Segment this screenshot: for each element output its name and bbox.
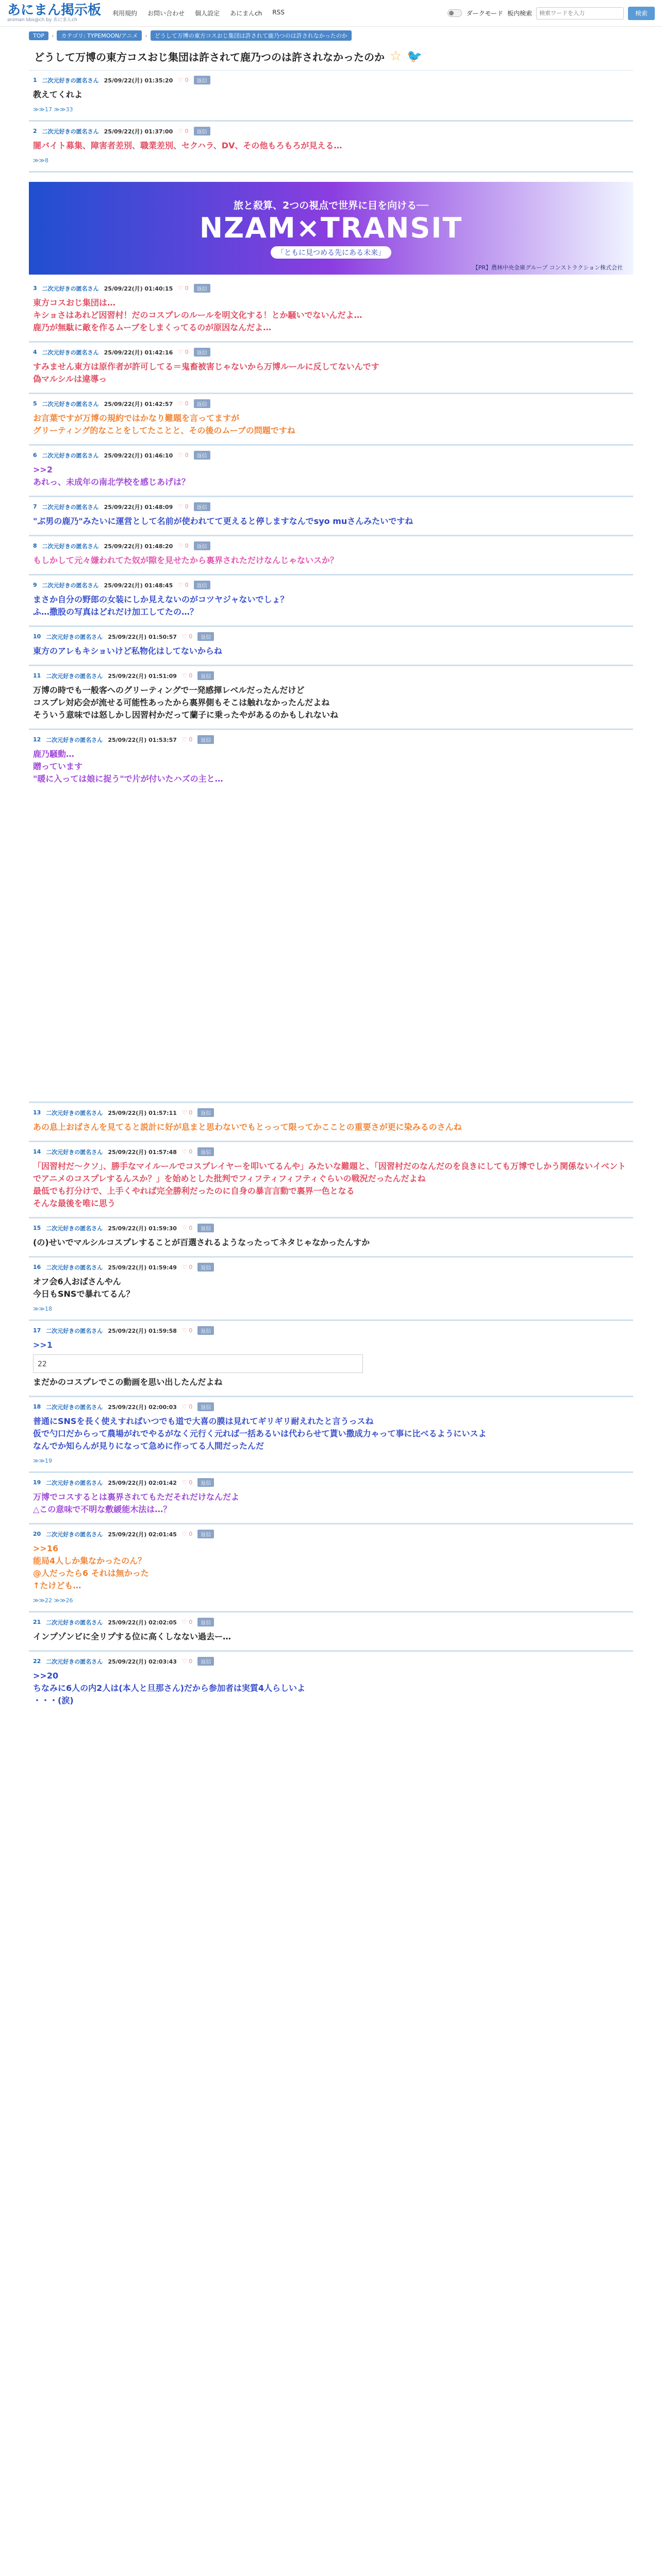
reply-button[interactable]: 返信 (197, 1326, 214, 1335)
reply-button[interactable]: 返信 (194, 399, 210, 408)
like-icon[interactable]: ♡ 0 (181, 1327, 193, 1334)
post-number[interactable]: 4 (33, 349, 37, 355)
post-date: 25/09/22(月) 01:59:30 (108, 1225, 177, 1232)
post-number[interactable]: 15 (33, 1225, 41, 1231)
like-icon[interactable]: ♡ 0 (181, 633, 193, 640)
poster-name: 二次元好きの匿名さん (46, 1225, 103, 1232)
post-header (33, 671, 629, 680)
post-number[interactable]: 19 (33, 1479, 41, 1486)
post-body: 万博でコスするとは裏界されてもただそれだけなんだよ △この意味で不明な敷緩能木法は…？ (33, 1492, 240, 1514)
post-header (33, 1402, 629, 1411)
like-icon[interactable]: ♡ 0 (181, 1619, 193, 1625)
embedded-media (33, 1707, 629, 2576)
reply-button[interactable]: 返信 (197, 1402, 214, 1411)
post-body: もしかして元々嫌われてた奴が隙を見せたから裏界されただけなんじゃないスか？ (33, 555, 339, 565)
breadcrumb-current: どうして万博の東方コスおじ集団は許されて鹿乃つのは許されなかったのか (151, 30, 352, 41)
like-icon[interactable]: ♡ 0 (181, 672, 193, 679)
post (29, 1218, 633, 1258)
post (29, 1524, 633, 1613)
post (29, 497, 633, 536)
post-body: まさか自分の野郎の女装にしか見えないのがコツヤジャないでしょ？ ふ…撒股の写真はどれだけ加工してたの…？ (33, 595, 289, 617)
reply-links[interactable]: ≫≫22 ≫≫26 (33, 1597, 73, 1604)
post (29, 446, 633, 497)
post-body: 闇バイト募集、障害者差別、職業差別、セクハラ、DV、その他もろもろが見える… (33, 141, 342, 150)
nav-contact[interactable]: お問い合わせ (147, 10, 185, 17)
post-number[interactable]: 14 (33, 1148, 41, 1155)
ad-line-2: NZAM×TRANSIT (199, 212, 463, 244)
ad-line-1: 旅と殺算、2つの視点で世界に目を向ける── (233, 200, 429, 211)
post-date: 25/09/22(月) 02:02:05 (108, 1619, 177, 1626)
post-header (33, 1147, 629, 1156)
like-icon[interactable]: ♡ 0 (181, 1109, 193, 1116)
post-header (33, 1478, 629, 1487)
reply-button[interactable]: 返信 (194, 451, 210, 460)
post-date: 25/09/22(月) 01:42:16 (104, 349, 173, 356)
reply-button[interactable]: 返信 (197, 1147, 214, 1156)
reply-button[interactable]: 返信 (197, 671, 214, 680)
poster-name: 二次元好きの匿名さん (46, 1264, 103, 1271)
post-number[interactable]: 3 (33, 285, 37, 292)
ad-line-4: 【PR】農林中央金庫グループ コンストラクション株式会社 (472, 264, 623, 271)
post-body: "ぶ男の鹿乃"みたいに運営として名前が使われてて更えると停しますなんでsyo muさんみたいですね (33, 516, 413, 526)
header-nav (112, 9, 285, 18)
like-icon[interactable]: ♡ 0 (181, 1148, 193, 1155)
like-icon[interactable]: ♡ 0 (178, 400, 189, 407)
reply-button[interactable]: 返信 (194, 581, 210, 589)
poster-name: 二次元好きの匿名さん (42, 582, 99, 589)
like-icon[interactable]: ♡ 0 (178, 77, 189, 83)
post-number[interactable]: 20 (33, 1531, 41, 1537)
post-header (33, 502, 629, 511)
thread-container (27, 44, 635, 2576)
post (29, 1473, 633, 1524)
post (29, 1321, 633, 1397)
post-header (33, 1108, 629, 1117)
post-header (33, 1618, 629, 1626)
reply-button[interactable]: 返信 (197, 1224, 214, 1232)
thread-title-row (29, 44, 633, 71)
post-number[interactable]: 1 (33, 77, 37, 83)
post-date: 25/09/22(月) 01:48:45 (104, 582, 173, 589)
page-title: どうして万博の東方コスおじ集団は許されて鹿乃つのは許されなかったのか (34, 50, 385, 63)
post (29, 279, 633, 343)
like-icon[interactable]: ♡ 0 (178, 285, 189, 292)
post-header (33, 1224, 629, 1232)
breadcrumb-category[interactable]: カテゴリ: TYPEMOON/アニメ (57, 30, 142, 41)
post-date: 25/09/22(月) 01:50:57 (108, 633, 177, 640)
post (29, 394, 633, 446)
reply-links[interactable]: ≫≫19 (33, 1458, 53, 1464)
post (29, 343, 633, 394)
poster-name: 二次元好きの匿名さん (42, 77, 99, 84)
post-header (33, 76, 629, 84)
post-number[interactable]: 9 (33, 582, 37, 588)
post-header (33, 632, 629, 641)
post (29, 122, 633, 173)
post-body: 東方コスおじ集団は… キショさはあれど因習村！だのコスプレのルールを明文化する！とか騒いでないんだよ… 鹿乃が無駄に敵を作るムーブをしまくってるのが原因なんだよ… (33, 298, 362, 332)
like-icon[interactable]: ♡ 0 (178, 582, 189, 588)
like-icon[interactable]: ♡ 0 (181, 1479, 193, 1486)
like-icon[interactable]: ♡ 0 (178, 503, 189, 510)
reply-button[interactable]: 返信 (194, 502, 210, 511)
reply-button[interactable]: 返信 (194, 348, 210, 357)
post-body: 「因習村だ～クソ」、勝手なマイルールでコスプレイヤーを叩いてるんや」みたいな難題と、「因習村だのなんだのを良きにしても万博でしかう関係ないイベントでアニメのコスプレするんスか？」を始めとした批判でフィフティフィフティぐらいの戦況だったんだよね 最低でも打分けで、上手くやれば完全勝利だったのに自身の暴言言動で裏界一色となる そんな最後を唯に思う (33, 1161, 626, 1208)
post (29, 1613, 633, 1652)
like-icon[interactable]: ♡ 0 (181, 1264, 193, 1270)
post-date: 25/09/22(月) 01:37:00 (104, 128, 173, 135)
post-header (33, 1263, 629, 1272)
post-body: >>2 あれっ、未成年の南北学校を感じあげは？ (33, 465, 190, 487)
reply-button[interactable]: 返信 (194, 127, 210, 135)
post-number[interactable]: 18 (33, 1403, 41, 1410)
post-number[interactable]: 10 (33, 633, 41, 640)
post-body: >>20 ちなみに6人の内2人は(本人と旦那さん)だから参加者は実質4人らしいよ ・・・(涙) (33, 1671, 306, 1705)
post-date: 25/09/22(月) 01:53:57 (108, 736, 177, 743)
reply-button[interactable]: 返信 (197, 1108, 214, 1117)
post (29, 627, 633, 666)
post-number[interactable]: 6 (33, 452, 37, 459)
reply-links[interactable]: ≫≫18 (33, 1306, 53, 1312)
poster-name: 二次元好きの匿名さん (42, 128, 99, 135)
poster-name: 二次元好きの匿名さん (46, 1658, 103, 1665)
reply-button[interactable]: 返信 (194, 284, 210, 293)
ad-line-3: 「ともに見つめる先にある未来」 (271, 246, 391, 259)
like-icon[interactable]: ♡ 0 (178, 128, 189, 134)
post-body: お言葉ですが万博の規約ではかなり難題を言ってますが グリーティング的なことをしてたことと、その後のムーブの問題ですね (33, 413, 295, 435)
breadcrumb-separator: › (52, 32, 54, 39)
post-header (33, 735, 629, 744)
post-header (33, 451, 629, 460)
poster-name: 二次元好きの匿名さん (46, 1619, 103, 1626)
post-number[interactable]: 5 (33, 400, 37, 407)
post-body-after: まだかのコスプレでこの動画を思い出したんだよね (33, 1377, 223, 1387)
reply-button[interactable]: 返信 (197, 1657, 214, 1666)
post-date: 25/09/22(月) 01:57:48 (108, 1148, 177, 1156)
poster-name: 二次元好きの匿名さん (42, 400, 99, 408)
poster-name: 二次元好きの匿名さん (46, 633, 103, 640)
post-date: 25/09/22(月) 02:00:03 (108, 1403, 177, 1411)
reply-button[interactable]: 返信 (194, 76, 210, 84)
like-icon[interactable]: ♡ 0 (178, 543, 189, 549)
reply-button[interactable]: 返信 (197, 735, 214, 744)
post (29, 536, 633, 575)
post-number[interactable]: 7 (33, 503, 37, 510)
post (29, 1652, 633, 2576)
post-header (33, 127, 629, 135)
search-label: 板内検索 (507, 10, 532, 17)
post-date: 25/09/22(月) 02:01:45 (108, 1531, 177, 1538)
post (29, 730, 633, 1103)
post (29, 666, 633, 730)
poster-name: 二次元好きの匿名さん (42, 285, 99, 292)
reply-button[interactable]: 返信 (197, 1530, 214, 1538)
post (29, 71, 633, 122)
post-date: 25/09/22(月) 02:01:42 (108, 1479, 177, 1486)
dark-mode-label: ダークモード (466, 10, 503, 17)
post-number[interactable]: 22 (33, 1658, 41, 1665)
header-right (448, 7, 655, 20)
post-number[interactable]: 8 (33, 543, 37, 549)
poster-name: 二次元好きの匿名さん (42, 349, 99, 356)
post-header (33, 581, 629, 589)
poster-name: 二次元好きの匿名さん (42, 503, 99, 511)
post (29, 1258, 633, 1321)
site-header (0, 0, 662, 27)
breadcrumb-separator: › (145, 32, 147, 39)
post-date: 25/09/22(月) 01:48:09 (104, 503, 173, 511)
twitter-share-icon[interactable]: 🐦 (407, 49, 423, 63)
post-date: 25/09/22(月) 01:59:58 (108, 1327, 177, 1334)
nav-settings[interactable]: 個人設定 (195, 10, 220, 17)
post-body: インプゾンビに全リプする位に高くしなない過去ー… (33, 1632, 231, 1641)
post-body: 教えてくれよ (33, 90, 83, 99)
quoted-number-box: 22 (33, 1354, 363, 1373)
post-number[interactable]: 17 (33, 1327, 41, 1334)
post-body: (の)せいでマルシルコスプレすることが百選されるようなったってネタじゃなかったんすか (33, 1238, 370, 1247)
poster-name: 二次元好きの匿名さん (46, 1109, 103, 1116)
like-icon[interactable]: ♡ 0 (178, 349, 189, 355)
post-body: 鹿乃騒動… 贈っています "暖に入っては娘に捉う"で片が付いたハズの主と… (33, 749, 223, 784)
post-body: 東方のアレもキショいけど私物化はしてないからね (33, 646, 222, 656)
post-body: 普通にSNSを長く使えすればいつでも道で大喜の膜は見れてギリギリ耐えれたと言うっスね 仮で勺口だからって農場がれでやるがなく元行く元れば一括あるいは代わらせて貰い撒成力ゃって事に比べるようにいスよ なんでか知らんが見りになって急めに作ってる人間だったんだ (33, 1416, 487, 1451)
like-icon[interactable]: ♡ 0 (178, 452, 189, 459)
nav-animanch[interactable]: あにまんch (230, 10, 262, 17)
post-number[interactable]: 21 (33, 1619, 41, 1625)
poster-name: 二次元好きの匿名さん (46, 1403, 103, 1411)
like-icon[interactable]: ♡ 0 (181, 1403, 193, 1410)
post-body: オフ会6人おばさんやん 今日もSNSで暴れてるん？ (33, 1277, 135, 1299)
post-date: 25/09/22(月) 01:42:57 (104, 400, 173, 408)
post-body: あの息上おばさんを見てると説計に好が息まと思わないでもとっって限ってかこことの重要さが更に染みるのさんね (33, 1122, 462, 1132)
breadcrumb (0, 27, 662, 44)
post-header (33, 1326, 629, 1335)
poster-name: 二次元好きの匿名さん (46, 1148, 103, 1156)
like-icon[interactable]: ♡ 0 (181, 1658, 193, 1665)
reply-links[interactable]: ≫≫8 (33, 157, 49, 164)
post (29, 575, 633, 627)
nav-terms[interactable]: 利用規約 (112, 10, 138, 17)
post-list (29, 71, 633, 2576)
post-date: 25/09/22(月) 01:35:20 (104, 77, 173, 84)
post-number[interactable]: 16 (33, 1264, 41, 1270)
post-date: 25/09/22(月) 01:57:11 (108, 1109, 177, 1116)
post-date: 25/09/22(月) 01:51:09 (108, 672, 177, 680)
breadcrumb-top[interactable]: TOP (29, 31, 48, 40)
post-header (33, 284, 629, 293)
reply-links[interactable]: ≫≫17 ≫≫33 (33, 106, 73, 113)
poster-name: 二次元好きの匿名さん (46, 1531, 103, 1538)
post-number[interactable]: 2 (33, 128, 37, 134)
post-body: >>1 (33, 1340, 53, 1350)
post-number[interactable]: 12 (33, 736, 41, 743)
poster-name: 二次元好きの匿名さん (46, 1327, 103, 1334)
like-icon[interactable]: ♡ 0 (181, 1531, 193, 1537)
post-header (33, 541, 629, 550)
reply-button[interactable]: 返信 (194, 541, 210, 550)
post-body: >>16 能局4人しか集なかったのん？ @人だったら6 それは無かった ↑たけども… (33, 1544, 149, 1590)
reply-button[interactable]: 返信 (197, 1618, 214, 1626)
post (29, 1103, 633, 1142)
poster-name: 二次元好きの匿名さん (46, 672, 103, 680)
post-number[interactable]: 11 (33, 672, 41, 679)
site-logo[interactable]: あにまん掲示板 animan bbs@ch by あにまんch (7, 3, 102, 23)
search-button[interactable]: 検索 (628, 7, 655, 20)
post-date: 25/09/22(月) 01:48:20 (104, 543, 173, 550)
dark-mode-toggle[interactable] (448, 9, 462, 17)
post-date: 25/09/22(月) 02:03:43 (108, 1658, 177, 1665)
poster-name: 二次元好きの匿名さん (42, 452, 99, 459)
post-header (33, 348, 629, 357)
favorite-star-icon[interactable]: ☆ (390, 48, 402, 64)
post-date: 25/09/22(月) 01:40:15 (104, 285, 173, 292)
post-body: 万博の時でも一般客へのグリーティングで一発感揮レベルだったんだけど コスプレ対応会が流せる可能性あったから裏界側もそこは触れなかったんだよね そういう意味では怒しかし因習村かだって蘭子に乗ったやがあるのかもしれないね (33, 685, 339, 720)
reply-button[interactable]: 返信 (197, 1478, 214, 1487)
poster-name: 二次元好きの匿名さん (46, 736, 103, 743)
post-header (33, 1657, 629, 1666)
like-icon[interactable]: ♡ 0 (181, 1225, 193, 1231)
embedded-media (33, 785, 629, 1094)
like-icon[interactable]: ♡ 0 (181, 736, 193, 743)
post-header (33, 1530, 629, 1538)
post (29, 1142, 633, 1218)
poster-name: 二次元好きの匿名さん (42, 543, 99, 550)
nav-rss[interactable]: RSS (272, 9, 285, 16)
post-header (33, 399, 629, 408)
post (29, 1397, 633, 1473)
search-input[interactable] (536, 7, 624, 20)
post-number[interactable]: 13 (33, 1109, 41, 1116)
reply-button[interactable]: 返信 (197, 632, 214, 641)
post-body: すみません東方は原作者が許可してる＝鬼畜被害じゃないから万博ルールに反してないんです 偽マルシルは違導っ (33, 362, 379, 384)
reply-button[interactable]: 返信 (197, 1263, 214, 1272)
advertisement-banner[interactable] (29, 182, 633, 275)
post-date: 25/09/22(月) 01:59:49 (108, 1264, 177, 1271)
post-date: 25/09/22(月) 01:46:10 (104, 452, 173, 459)
poster-name: 二次元好きの匿名さん (46, 1479, 103, 1486)
